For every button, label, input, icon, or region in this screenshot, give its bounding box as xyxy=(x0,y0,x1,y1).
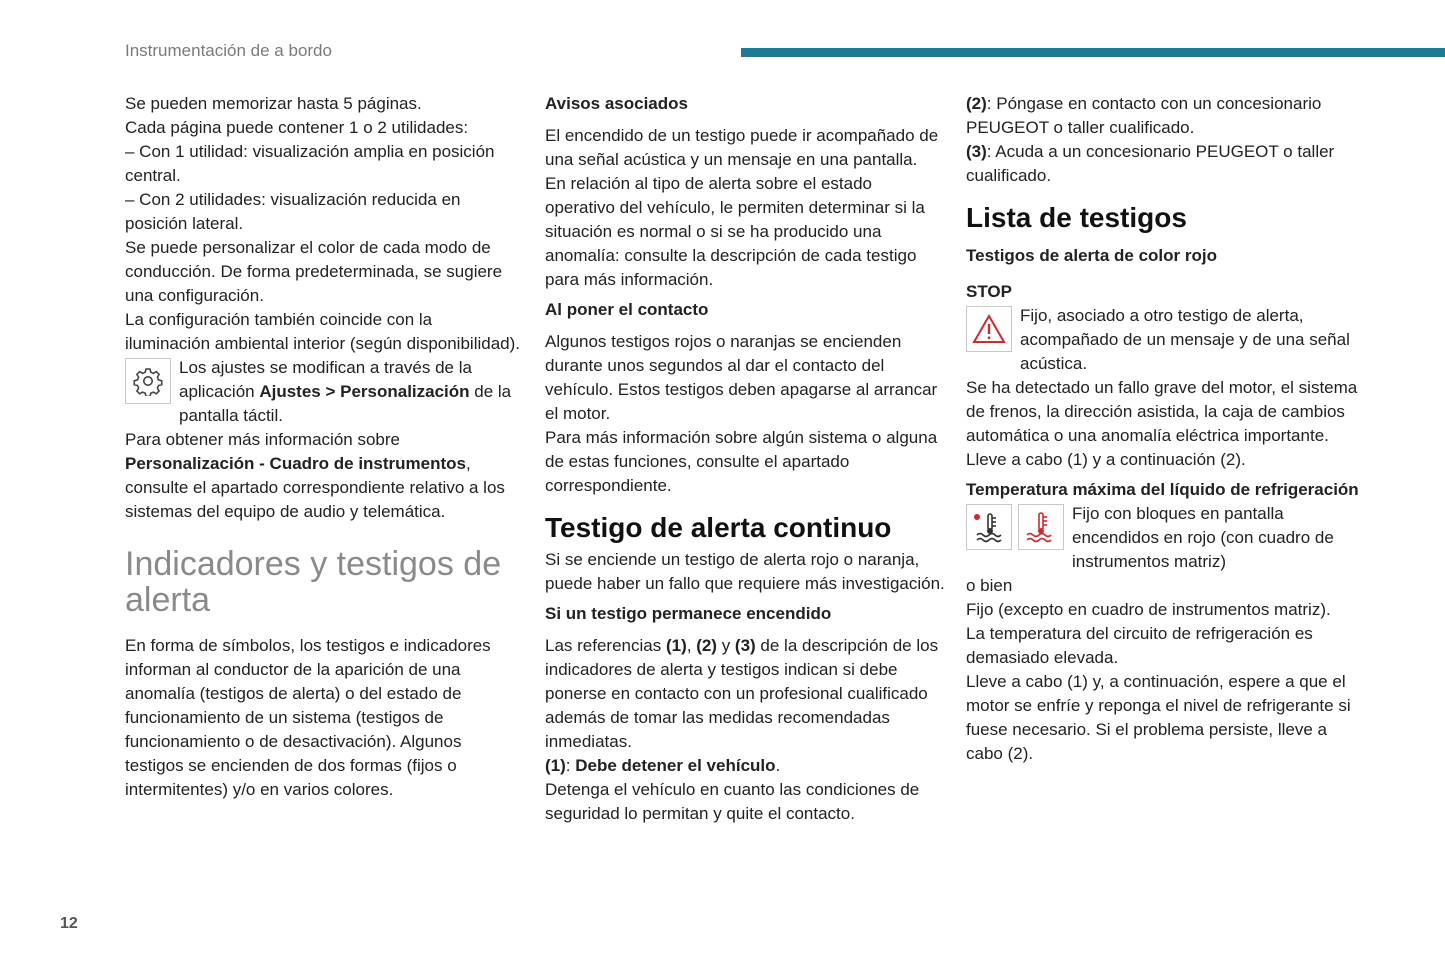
heading-lista: Lista de testigos xyxy=(966,202,1187,233)
ref-1-action: Debe detener el vehículo xyxy=(575,756,776,775)
ref-3-label: (3) xyxy=(966,142,987,161)
paragraph xyxy=(966,92,1366,140)
paragraph: Se pueden memorizar hasta 5 páginas. xyxy=(125,94,422,113)
column-3 xyxy=(966,92,1366,766)
paragraph: Lleve a cabo (1) y, a continuación, espere a que el motor se enfríe y reponga el nivel de refrigerante si fuese necesario. Si el problema persiste, lleve a cabo (2). xyxy=(966,672,1351,763)
paragraph xyxy=(966,140,1366,188)
list-item: – Con 2 utilidades: visualización reducida en posición lateral. xyxy=(125,190,461,233)
paragraph: En relación al tipo de alerta sobre el estado operativo del vehículo, le permiten determinar si la situación es normal o si se ha producido una anomalía: consulte la descripción de cada testigo para más información. xyxy=(545,174,925,289)
header-accent-bar xyxy=(741,48,1445,57)
more-info-text: Para obtener más información sobre xyxy=(125,430,400,449)
settings-text-end: de la pantalla táctil. xyxy=(179,382,512,425)
ref-text: Las referencias xyxy=(545,636,666,655)
paragraph: Algunos testigos rojos o naranjas se encienden durante unos segundos al dar el contacto del vehículo. Estos testigos deben apagarse al arrancar el motor. xyxy=(545,332,938,423)
settings-path: Ajustes > Personalización xyxy=(259,382,470,401)
coolant-temperature-red-icon xyxy=(1018,504,1064,550)
paragraph: Para más información sobre algún sistema o alguna de estas funciones, consulte el apartado correspondiente. xyxy=(545,428,938,495)
coolant-temperature-dot-icon xyxy=(966,504,1012,550)
paragraph: Si se enciende un testigo de alerta rojo o naranja, puede haber un fallo que requiere más investigación. xyxy=(545,550,945,593)
subheading-contacto: Al poner el contacto xyxy=(545,300,709,319)
subheading-avisos: Avisos asociados xyxy=(545,94,688,113)
ref-2-label: (2) xyxy=(966,94,987,113)
ref-colon: : xyxy=(565,756,576,775)
paragraph: Cada página puede contener 1 o 2 utilidades: xyxy=(125,118,469,137)
warning-triangle-icon xyxy=(966,306,1012,352)
paragraph: Fijo (excepto en cuadro de instrumentos matriz). xyxy=(966,600,1331,619)
ref-and: y xyxy=(716,636,735,655)
gear-icon xyxy=(125,358,171,404)
stop-text: Fijo, asociado a otro testigo de alerta, acompañado de un mensaje y de una señal acústica. xyxy=(1020,306,1350,373)
paragraph: En forma de símbolos, los testigos e indicadores informan al conductor de la aparición de una anomalía (testigos de alerta) o del estado de funcionamiento de un sistema (testigos de funcionamiento o de desactivación). Algunos testigos se encienden de dos formas (fijos o intermitentes) y/o en varios colores. xyxy=(125,636,491,799)
paragraph: La configuración también coincide con la iluminación ambiental interior (según disponibilidad). xyxy=(125,310,520,353)
running-header: Instrumentación de a bordo xyxy=(125,41,332,60)
column-2 xyxy=(545,92,945,826)
paragraph xyxy=(545,634,945,754)
ref-3-text: : Acuda a un concesionario PEUGEOT o taller cualificado. xyxy=(966,142,1335,185)
section-title: Indicadores y testigos de alerta xyxy=(125,545,502,619)
ref-sep: , xyxy=(686,636,697,655)
subheading-permanece: Si un testigo permanece encendido xyxy=(545,604,832,623)
ref-3: (3) xyxy=(734,636,756,655)
heading-continuo: Testigo de alerta continuo xyxy=(545,512,892,543)
settings-text: Los ajustes se modifican a través de la aplicación xyxy=(179,358,472,401)
ref-2: (2) xyxy=(696,636,717,655)
paragraph: La temperatura del circuito de refrigeración es demasiado elevada. xyxy=(966,624,1313,667)
ref-2-text: : Póngase en contacto con un concesionario PEUGEOT o taller cualificado. xyxy=(966,94,1322,137)
paragraph xyxy=(125,428,520,524)
more-info-topic: Personalización - Cuadro de instrumentos xyxy=(125,454,467,473)
ref-1: (1) xyxy=(665,636,687,655)
ref-1-label: (1) xyxy=(545,756,566,775)
settings-note xyxy=(125,356,520,428)
temp-text: Fijo con bloques en pantalla encendidos en rojo (con cuadro de instrumentos matriz) xyxy=(1072,504,1334,571)
stop-description xyxy=(966,304,1366,376)
ref-dot: . xyxy=(775,756,781,775)
column-1 xyxy=(125,92,520,802)
paragraph: Detenga el vehículo en cuanto las condiciones de seguridad lo permitan y quite el contacto. xyxy=(545,780,920,823)
subheading-temperatura: Temperatura máxima del líquido de refrigeración xyxy=(966,480,1359,499)
temp-description xyxy=(966,502,1366,574)
list-item: – Con 1 utilidad: visualización amplia en posición central. xyxy=(125,142,495,185)
subheading-rojo: Testigos de alerta de color rojo xyxy=(966,246,1217,265)
paragraph xyxy=(545,754,945,778)
paragraph: o bien xyxy=(966,576,1013,595)
page-number: 12 xyxy=(60,915,78,932)
paragraph: Se puede personalizar el color de cada modo de conducción. De forma predeterminada, se sugiere una configuración. xyxy=(125,238,503,305)
more-info-text-end: , consulte el apartado correspondiente relativo a los sistemas del equipo de audio y telemática. xyxy=(125,454,505,521)
paragraph: Se ha detectado un fallo grave del motor, el sistema de frenos, la dirección asistida, la caja de cambios automática o una anomalía eléctrica importante. xyxy=(966,378,1358,445)
paragraph: Lleve a cabo (1) y a continuación (2). xyxy=(966,450,1246,469)
subheading-stop: STOP xyxy=(966,282,1012,301)
paragraph: El encendido de un testigo puede ir acompañado de una señal acústica y un mensaje en una pantalla. xyxy=(545,126,939,169)
ref-text-end: de la descripción de los indicadores de alerta y testigos indican si debe ponerse en contacto con un profesional cualificado además de tomar las medidas recomendadas inmediatas. xyxy=(545,636,939,751)
